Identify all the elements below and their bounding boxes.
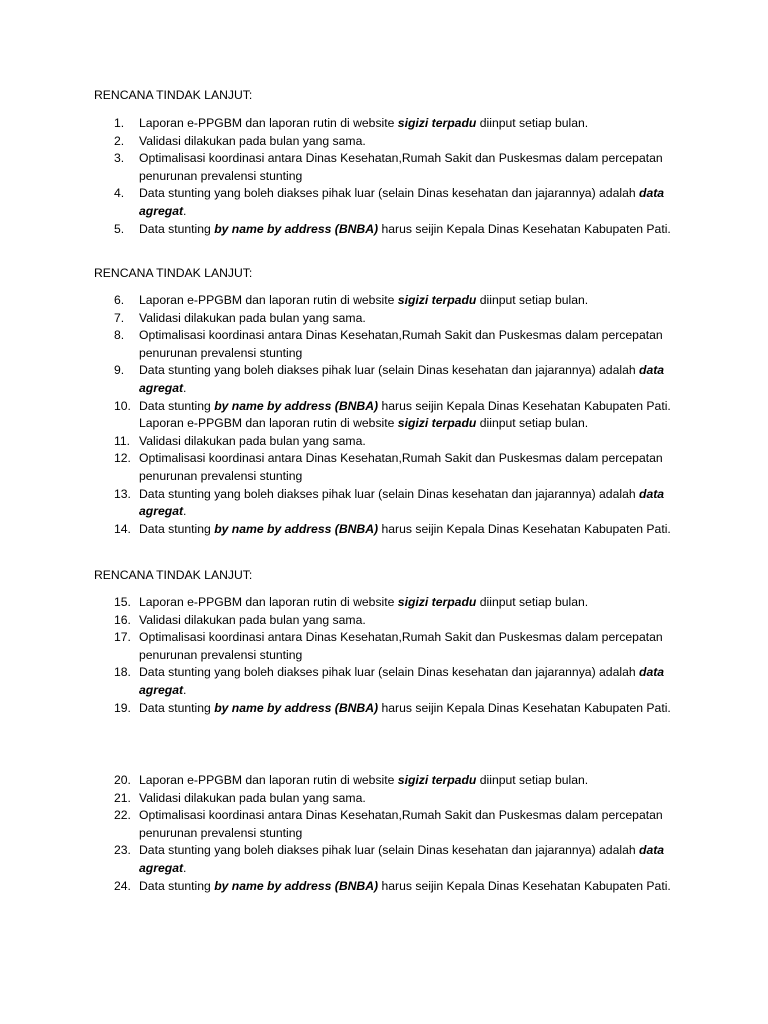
text-run: diinput setiap bulan. [476,595,589,609]
text-run: Laporan e-PPGBM dan laporan rutin di website [139,116,398,130]
text-run: Data stunting [139,700,215,715]
list-item-text [139,434,366,448]
text-run: . [183,203,187,218]
text-run: Data stunting [139,221,215,236]
section-3-list [94,594,674,717]
section-2-list [94,292,674,538]
emphasis-text: data agregat [139,486,665,519]
text-run: Validasi dilakukan pada bulan yang sama. [139,612,366,627]
list-item [94,398,674,433]
list-item-number: 9. [114,363,125,378]
emphasis-text: by name by address (BNBA) [214,398,379,413]
text-run: harus seijin Kepala Dinas Kesehatan Kabupaten Pati. [378,521,671,536]
list-item-number: 6. [114,293,125,307]
list-item-number: 15. [114,595,131,609]
list-item [94,790,674,808]
text-run: harus seijin Kepala Dinas Kesehatan Kabupaten Pati. [378,700,671,715]
text-run: Data stunting yang boleh diakses pihak luar (selain Dinas kesehatan dan jajarannya) adalah [139,186,640,201]
text-run: Optimalisasi koordinasi antara Dinas Kesehatan,Rumah Sakit dan Puskesmas dalam percepatan penurunan prevalensi stunting [139,808,663,840]
list-item-text [139,311,366,325]
text-run: . [183,860,187,875]
list-item [94,842,674,877]
list-item-number: 16. [114,612,131,627]
text-run: Data stunting yang boleh diakses pihak luar (selain Dinas kesehatan dan jajarannya) adalah [139,843,640,858]
list-item-number: 1. [114,116,125,130]
text-run: harus seijin Kepala Dinas Kesehatan Kabupaten Pati. [378,878,671,893]
text-run: Laporan e-PPGBM dan laporan rutin di website [139,293,398,307]
list-item [94,362,674,397]
section-2-heading: RENCANA TINDAK LANJUT: [94,266,253,280]
list-item-text [139,522,671,536]
list-item-text [139,328,663,360]
emphasis-text: by name by address (BNBA) [214,221,379,236]
list-item [94,700,674,718]
text-run: diinput setiap bulan. [476,773,589,787]
list-item [94,629,674,664]
emphasis-text: data agregat [139,363,665,395]
list-item-text [139,843,664,875]
list-item-text [139,151,663,183]
list-item-number: 4. [114,186,125,201]
text-run: Data stunting [139,878,215,893]
list-item [94,115,674,133]
text-run: Validasi dilakukan pada bulan yang sama. [139,433,366,448]
text-run: Laporan e-PPGBM dan laporan rutin di website [139,595,398,609]
list-item-number: 10. [114,398,131,413]
list-item [94,221,674,239]
emphasis-text: by name by address (BNBA) [214,878,379,893]
text-run: Validasi dilakukan pada bulan yang sama. [139,133,366,148]
list-item-text [139,134,366,148]
list-item-number: 8. [114,328,125,343]
text-run: Data stunting yang boleh diakses pihak luar (selain Dinas kesehatan dan jajarannya) adalah [139,665,640,680]
section-1-list [94,115,674,238]
text-run: harus seijin Kepala Dinas Kesehatan Kabupaten Pati. [378,221,671,236]
text-run: harus seijin Kepala Dinas Kesehatan Kabupaten Pati. Laporan e-PPGBM dan laporan rutin di website [139,398,671,431]
list-item-number: 12. [114,451,131,466]
list-item-number: 3. [114,151,125,166]
list-item-number: 7. [114,310,125,325]
section-1-heading: RENCANA TINDAK LANJUT: [94,88,253,102]
text-run: Data stunting yang boleh diakses pihak luar (selain Dinas kesehatan dan jajarannya) adalah [139,363,640,378]
section-4-list [94,772,674,895]
text-run: diinput setiap bulan. [476,116,589,130]
text-run: diinput setiap bulan. [476,416,589,431]
emphasis-text: sigizi terpadu [397,416,477,431]
list-item-number: 14. [114,521,131,536]
list-item-number: 18. [114,665,131,680]
emphasis-text: data agregat [139,843,665,875]
list-item-text [139,808,663,840]
list-item-number: 23. [114,843,131,858]
list-item [94,521,674,539]
list-item [94,327,674,362]
text-run: Data stunting yang boleh diakses pihak luar (selain Dinas kesehatan dan jajarannya) adalah [139,486,640,501]
list-item [94,433,674,451]
text-run: diinput setiap bulan. [476,293,589,307]
list-item-number: 21. [114,790,131,805]
emphasis-text: sigizi terpadu [397,773,477,787]
text-run: Optimalisasi koordinasi antara Dinas Kesehatan,Rumah Sakit dan Puskesmas dalam percepatan penurunan prevalensi stunting [139,328,663,360]
list-item [94,664,674,699]
text-run: Validasi dilakukan pada bulan yang sama. [139,790,366,805]
list-item-text [139,665,664,697]
list-item-number: 19. [114,700,131,715]
list-item-number: 24. [114,878,131,893]
emphasis-text: sigizi terpadu [397,293,477,307]
list-item [94,594,674,612]
list-item [94,310,674,328]
list-item-text [139,595,588,609]
emphasis-text: data agregat [139,186,665,218]
list-item-text [139,222,671,236]
list-item [94,185,674,220]
emphasis-text: by name by address (BNBA) [214,521,379,536]
list-item [94,807,674,842]
list-item-number: 11. [114,433,131,448]
list-item-number: 13. [114,486,131,501]
text-run: Optimalisasi koordinasi antara Dinas Kesehatan,Rumah Sakit dan Puskesmas dalam percepatan penurunan prevalensi stunting [139,630,663,662]
emphasis-text: data agregat [139,665,665,697]
list-item-text [139,879,671,893]
list-item [94,450,674,485]
text-run: . [183,504,187,519]
text-run: Laporan e-PPGBM dan laporan rutin di website [139,773,398,787]
list-item-number: 22. [114,808,131,823]
text-run: Validasi dilakukan pada bulan yang sama. [139,310,366,325]
list-item-text [139,630,663,662]
list-item [94,292,674,310]
list-item-text [139,363,664,395]
list-item-text [139,293,588,307]
list-item-number: 2. [114,133,125,148]
list-item-text [139,791,366,805]
list-item-text [139,701,671,715]
list-item-number: 5. [114,221,125,236]
emphasis-text: sigizi terpadu [397,595,477,609]
list-item-number: 20. [114,773,131,787]
list-item-text [139,186,664,218]
list-item [94,150,674,185]
list-item-text [139,451,663,483]
list-item-text [139,487,664,519]
text-run: . [183,682,187,697]
list-item-text [139,613,366,627]
text-run: Data stunting [139,521,215,536]
list-item [94,772,674,790]
text-run: Optimalisasi koordinasi antara Dinas Kesehatan,Rumah Sakit dan Puskesmas dalam percepatan penurunan prevalensi stunting [139,151,663,183]
list-item [94,612,674,630]
list-item [94,133,674,151]
list-item-number: 17. [114,630,131,645]
emphasis-text: by name by address (BNBA) [214,700,379,715]
emphasis-text: sigizi terpadu [397,116,477,130]
text-run: . [183,380,187,395]
text-run: Data stunting [139,398,215,413]
list-item-text [139,773,588,787]
text-run: Optimalisasi koordinasi antara Dinas Kesehatan,Rumah Sakit dan Puskesmas dalam percepatan penurunan prevalensi stunting [139,451,663,483]
list-item-text [139,399,671,431]
list-item [94,486,674,521]
list-item-text [139,116,588,130]
list-item [94,878,674,896]
section-3-heading: RENCANA TINDAK LANJUT: [94,568,253,582]
